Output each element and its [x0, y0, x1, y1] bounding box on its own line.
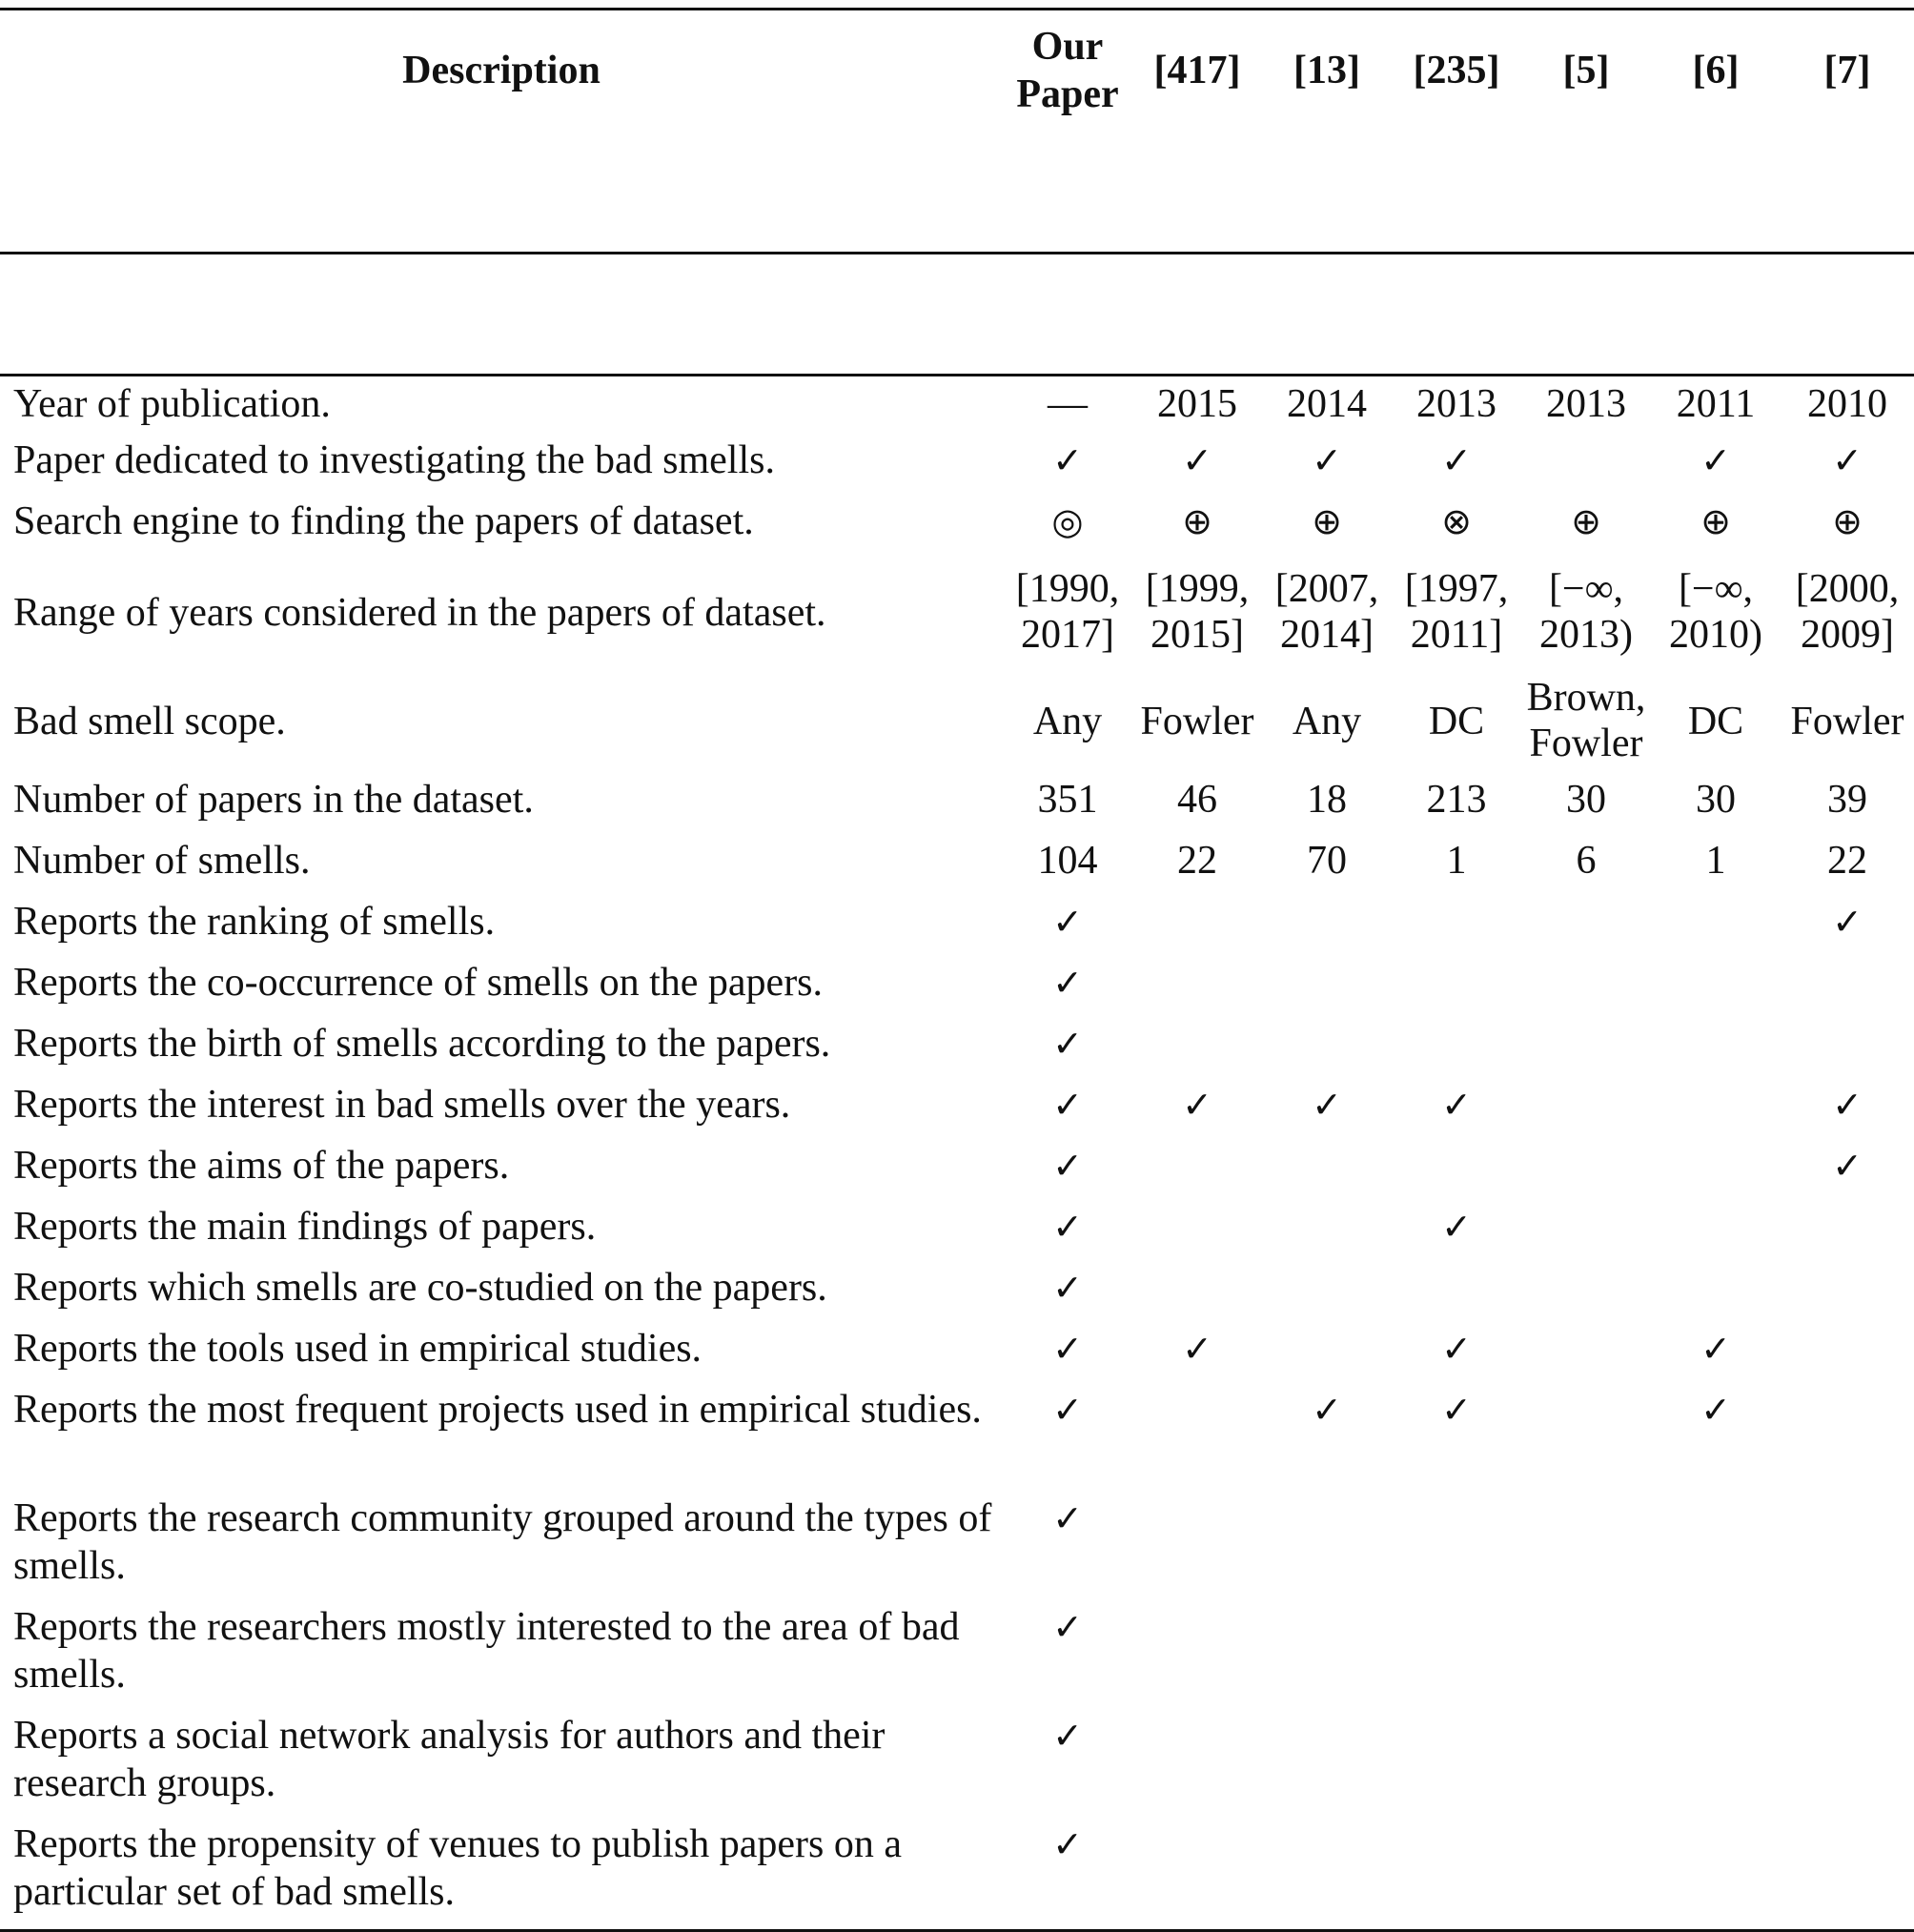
cell-value-line: 2011]	[1410, 613, 1503, 657]
row-description: Reports the aims of the papers.	[13, 1143, 510, 1188]
cell-value-line: [1997,	[1404, 567, 1509, 611]
cell-our-paper	[1003, 376, 1132, 437]
cell-our-paper	[1003, 1325, 1132, 1386]
cell-ref-5	[1521, 376, 1651, 437]
cell-value: 18	[1307, 777, 1347, 822]
cell-value-line: [2000,	[1795, 567, 1900, 611]
cell-value	[1527, 675, 1646, 766]
cell-ref-6	[1651, 1264, 1781, 1325]
cell-ref-5	[1521, 898, 1651, 959]
checkmark-icon: ✓	[1441, 1083, 1472, 1126]
checkmark-icon: ✓	[1052, 1605, 1083, 1648]
cell-ref-5	[1521, 837, 1651, 898]
cell-ref-13	[1262, 1020, 1392, 1081]
checkmark-icon: ✓	[1052, 961, 1083, 1004]
cell-ref-235	[1392, 498, 1521, 559]
cell-ref-6	[1651, 1495, 1781, 1603]
cell-ref-6	[1651, 959, 1781, 1020]
cell-ref-5	[1521, 437, 1651, 498]
cell-our-paper	[1003, 667, 1132, 776]
cell-ref-7	[1781, 1712, 1914, 1820]
cell-ref-7	[1781, 1820, 1914, 1929]
cell-ref-235	[1392, 1264, 1521, 1325]
cell-ref-7	[1781, 776, 1914, 837]
cell-ref-235	[1392, 1603, 1521, 1712]
cell-value: 2013	[1546, 382, 1626, 426]
row-description: Reports the tools used in empirical studies.	[13, 1326, 702, 1371]
cell-ref-235	[1392, 1712, 1521, 1820]
cell-ref-13	[1262, 667, 1392, 776]
table-row	[0, 1264, 1914, 1325]
checkmark-icon: ✓	[1052, 900, 1083, 943]
cell-ref-6	[1651, 1020, 1781, 1081]
checkmark-icon: ✓	[1312, 438, 1342, 481]
cell-ref-235	[1392, 1081, 1521, 1142]
cell-value	[1405, 566, 1509, 658]
cell-ref-417	[1132, 1264, 1262, 1325]
cell-ref-7	[1781, 1020, 1914, 1081]
checkmark-icon: ✓	[1052, 1083, 1083, 1126]
cell-our-paper	[1003, 559, 1132, 667]
checkmark-icon: ✓	[1052, 1714, 1083, 1757]
cell-value-line: 2017]	[1021, 613, 1114, 657]
cell-ref-7	[1781, 498, 1914, 559]
checkmark-icon: ✓	[1832, 438, 1863, 481]
table-row	[0, 1386, 1914, 1495]
cell-value	[1791, 699, 1904, 744]
cell-value	[1796, 566, 1900, 658]
cell-ref-6	[1651, 667, 1781, 776]
checkmark-icon: ✓	[1182, 438, 1212, 481]
cell-ref-6	[1651, 1142, 1781, 1203]
cell-ref-7	[1781, 959, 1914, 1020]
row-description: Reports the birth of smells according to the papers.	[13, 1021, 831, 1066]
cell-value-line: 2010)	[1669, 613, 1762, 657]
checkmark-icon: ✓	[1182, 1327, 1212, 1370]
cell-value	[1293, 699, 1361, 744]
cell-ref-7	[1781, 667, 1914, 776]
header-ref-7: [7]	[1823, 49, 1871, 93]
cell-ref-13	[1262, 1712, 1392, 1820]
cell-value	[1141, 699, 1254, 744]
cell-our-paper	[1003, 1264, 1132, 1325]
cell-value	[1429, 699, 1484, 744]
cell-ref-5	[1521, 559, 1651, 667]
checkmark-icon: ✓	[1052, 1022, 1083, 1065]
cell-ref-7	[1781, 559, 1914, 667]
cell-ref-7	[1781, 898, 1914, 959]
cell-ref-13	[1262, 376, 1392, 437]
checkmark-icon: ✓	[1052, 1388, 1083, 1431]
row-description: Reports a social network analysis for authors and their research groups.	[13, 1713, 886, 1805]
cell-ref-5	[1521, 1142, 1651, 1203]
cell-ref-235	[1392, 837, 1521, 898]
cell-ref-13	[1262, 1203, 1392, 1264]
cell-our-paper	[1003, 1712, 1132, 1820]
cell-ref-6	[1651, 437, 1781, 498]
table-row	[0, 898, 1914, 959]
cell-value	[1146, 566, 1250, 658]
cell-ref-5	[1521, 1712, 1651, 1820]
cell-ref-235	[1392, 376, 1521, 437]
cell-ref-417	[1132, 837, 1262, 898]
cell-our-paper	[1003, 1495, 1132, 1603]
cell-ref-235	[1392, 1386, 1521, 1495]
cell-ref-13	[1262, 1603, 1392, 1712]
cell-ref-6	[1651, 1820, 1781, 1929]
cell-value: 70	[1307, 838, 1347, 883]
checkmark-icon: ✓	[1052, 1205, 1083, 1248]
row-description: Bad smell scope.	[13, 699, 286, 743]
cell-value: 39	[1827, 777, 1867, 822]
cell-value-line: 2013)	[1539, 613, 1633, 657]
cell-ref-6	[1651, 898, 1781, 959]
cell-our-paper	[1003, 837, 1132, 898]
checkmark-icon: ✓	[1052, 1822, 1083, 1865]
cell-our-paper	[1003, 1386, 1132, 1495]
cell-ref-417	[1132, 1203, 1262, 1264]
table-row	[0, 667, 1914, 776]
header-ref-235: [235]	[1413, 49, 1500, 93]
row-description: Reports the co-occurrence of smells on the papers.	[13, 960, 824, 1005]
cell-value-line: [1990,	[1015, 567, 1120, 611]
cell-ref-13	[1262, 1495, 1392, 1603]
table-row	[0, 837, 1914, 898]
cell-our-paper	[1003, 898, 1132, 959]
table-row	[0, 1020, 1914, 1081]
checkmark-icon: ✓	[1832, 900, 1863, 943]
cell-ref-7	[1781, 1081, 1914, 1142]
cell-value-line: 2009]	[1801, 613, 1894, 657]
cell-ref-13	[1262, 1386, 1392, 1495]
circled-plus-icon: ⊕	[1182, 499, 1212, 542]
cell-ref-417	[1132, 1020, 1262, 1081]
table-row	[0, 498, 1914, 559]
cell-ref-6	[1651, 1386, 1781, 1495]
cell-value-line: Brown,	[1526, 676, 1646, 720]
cell-value-line: Any	[1292, 699, 1362, 743]
header-description: Description	[402, 49, 601, 93]
cell-value-line: Fowler	[1790, 699, 1904, 743]
comparison-table	[0, 8, 1914, 1932]
cell-value: 6	[1576, 838, 1597, 883]
checkmark-icon: ✓	[1441, 1388, 1472, 1431]
checkmark-icon: ✓	[1441, 1327, 1472, 1370]
cell-ref-7	[1781, 1142, 1914, 1203]
cell-ref-235	[1392, 898, 1521, 959]
row-description: Reports the researchers mostly interested to the area of bad smells.	[13, 1604, 960, 1697]
cell-ref-235	[1392, 1020, 1521, 1081]
cell-value: 104	[1037, 838, 1098, 883]
cell-ref-5	[1521, 667, 1651, 776]
table-row	[0, 1142, 1914, 1203]
cell-our-paper	[1003, 1020, 1132, 1081]
cell-ref-235	[1392, 559, 1521, 667]
cell-value-line: [2007,	[1274, 567, 1379, 611]
cell-ref-5	[1521, 1203, 1651, 1264]
cell-ref-6	[1651, 1325, 1781, 1386]
cell-ref-13	[1262, 837, 1392, 898]
cell-ref-417	[1132, 1325, 1262, 1386]
header-our-paper-line1: Our	[1031, 25, 1104, 70]
cell-ref-7	[1781, 1495, 1914, 1603]
cell-ref-417	[1132, 898, 1262, 959]
table-body	[0, 376, 1914, 1931]
cell-ref-7	[1781, 437, 1914, 498]
cell-ref-6	[1651, 1081, 1781, 1142]
cell-ref-5	[1521, 1264, 1651, 1325]
bottom-rule	[0, 1929, 1914, 1931]
table-row	[0, 437, 1914, 498]
checkmark-icon: ✓	[1312, 1083, 1342, 1126]
checkmark-icon: ✓	[1832, 1083, 1863, 1126]
cell-ref-5	[1521, 1820, 1651, 1929]
cell-ref-5	[1521, 776, 1651, 837]
cell-our-paper	[1003, 1603, 1132, 1712]
cell-value: 351	[1037, 777, 1098, 822]
cell-ref-235	[1392, 1142, 1521, 1203]
cell-value: 2015	[1157, 382, 1237, 426]
table-row	[0, 1820, 1914, 1929]
cell-ref-13	[1262, 1264, 1392, 1325]
cell-ref-7	[1781, 1603, 1914, 1712]
header-our-paper-line2: Paper	[1016, 72, 1119, 117]
table-row	[0, 1203, 1914, 1264]
cell-value-line: [−∞,	[1678, 567, 1754, 611]
cell-value: —	[1048, 382, 1088, 426]
row-description: Reports the propensity of venues to publish papers on a particular set of bad smells.	[13, 1821, 902, 1914]
cell-ref-6	[1651, 1203, 1781, 1264]
cell-our-paper	[1003, 1820, 1132, 1929]
row-description: Reports the most frequent projects used in empirical studies.	[13, 1387, 982, 1432]
cell-ref-235	[1392, 1495, 1521, 1603]
cell-ref-13	[1262, 898, 1392, 959]
cell-ref-5	[1521, 1325, 1651, 1386]
circled-times-icon: ⊗	[1441, 499, 1472, 542]
cell-ref-13	[1262, 498, 1392, 559]
cell-value: 22	[1177, 838, 1217, 883]
cell-ref-235	[1392, 776, 1521, 837]
comparison-table-container	[0, 8, 1914, 1932]
cell-value: 2014	[1287, 382, 1367, 426]
header-rule-1	[0, 132, 1914, 254]
cell-ref-13	[1262, 1325, 1392, 1386]
cell-value: 2010	[1807, 382, 1887, 426]
table-row	[0, 776, 1914, 837]
cell-our-paper	[1003, 959, 1132, 1020]
cell-value	[1033, 699, 1102, 744]
cell-ref-417	[1132, 1386, 1262, 1495]
cell-our-paper	[1003, 1142, 1132, 1203]
cell-value: 46	[1177, 777, 1217, 822]
cell-value-line: DC	[1428, 699, 1485, 743]
cell-our-paper	[1003, 1203, 1132, 1264]
cell-ref-417	[1132, 1495, 1262, 1603]
cell-ref-235	[1392, 1820, 1521, 1929]
table-row	[0, 376, 1914, 437]
header-our-paper	[1003, 10, 1132, 132]
cell-value	[1016, 566, 1120, 658]
cell-ref-6	[1651, 776, 1781, 837]
checkmark-icon: ✓	[1052, 1266, 1083, 1309]
row-description: Number of papers in the dataset.	[13, 777, 534, 822]
checkmark-icon: ✓	[1700, 438, 1731, 481]
row-description: Paper dedicated to investigating the bad smells.	[13, 437, 775, 482]
cell-ref-13	[1262, 1081, 1392, 1142]
row-description: Reports the main findings of papers.	[13, 1204, 597, 1249]
cell-ref-6	[1651, 1603, 1781, 1712]
cell-ref-7	[1781, 1203, 1914, 1264]
cell-value	[1669, 566, 1762, 658]
cell-value	[1275, 566, 1379, 658]
cell-ref-7	[1781, 1264, 1914, 1325]
row-description: Number of smells.	[13, 838, 311, 883]
cell-ref-13	[1262, 1142, 1392, 1203]
circled-plus-icon: ⊕	[1832, 499, 1863, 542]
table-row	[0, 1325, 1914, 1386]
cell-value-line: 2014]	[1280, 613, 1374, 657]
cell-ref-417	[1132, 1081, 1262, 1142]
cell-ref-417	[1132, 1603, 1262, 1712]
cell-value: 30	[1696, 777, 1736, 822]
table-row	[0, 1081, 1914, 1142]
header-ref-417: [417]	[1153, 49, 1241, 93]
cell-ref-235	[1392, 437, 1521, 498]
row-description: Reports the ranking of smells.	[13, 899, 496, 944]
row-description: Year of publication.	[13, 382, 331, 426]
cell-ref-235	[1392, 1203, 1521, 1264]
table-row	[0, 959, 1914, 1020]
cell-ref-13	[1262, 559, 1392, 667]
cell-ref-13	[1262, 959, 1392, 1020]
cell-ref-6	[1651, 376, 1781, 437]
cell-ref-417	[1132, 559, 1262, 667]
cell-ref-7	[1781, 1325, 1914, 1386]
row-description: Search engine to finding the papers of dataset.	[13, 498, 754, 543]
cell-ref-13	[1262, 437, 1392, 498]
checkmark-icon: ✓	[1312, 1388, 1342, 1431]
row-description: Reports the interest in bad smells over the years.	[13, 1082, 791, 1127]
circled-plus-icon: ⊕	[1312, 499, 1342, 542]
header-row	[0, 10, 1914, 132]
cell-ref-6	[1651, 559, 1781, 667]
cell-ref-5	[1521, 959, 1651, 1020]
circled-dot-icon: ◎	[1051, 499, 1084, 542]
circled-plus-icon: ⊕	[1700, 499, 1731, 542]
cell-ref-417	[1132, 498, 1262, 559]
cell-ref-7	[1781, 376, 1914, 437]
checkmark-icon: ✓	[1441, 1205, 1472, 1248]
cell-value-line: 2015]	[1150, 613, 1244, 657]
cell-value-line: Fowler	[1529, 722, 1643, 765]
checkmark-icon: ✓	[1700, 1327, 1731, 1370]
cell-ref-417	[1132, 376, 1262, 437]
table-row	[0, 1603, 1914, 1712]
cell-value: 2011	[1676, 382, 1756, 426]
cell-ref-5	[1521, 1020, 1651, 1081]
cell-value: 1	[1446, 838, 1467, 883]
cell-value: 2013	[1416, 382, 1497, 426]
cell-ref-6	[1651, 1712, 1781, 1820]
cell-ref-13	[1262, 776, 1392, 837]
cell-ref-417	[1132, 1142, 1262, 1203]
table-row	[0, 1495, 1914, 1603]
cell-value	[1688, 699, 1743, 744]
table-row	[0, 559, 1914, 667]
cell-ref-235	[1392, 1325, 1521, 1386]
cell-ref-235	[1392, 959, 1521, 1020]
cell-ref-6	[1651, 498, 1781, 559]
cell-ref-13	[1262, 1820, 1392, 1929]
checkmark-icon: ✓	[1052, 1496, 1083, 1539]
cell-ref-417	[1132, 437, 1262, 498]
cell-value-line: [1999,	[1145, 567, 1250, 611]
cell-our-paper	[1003, 1081, 1132, 1142]
cell-value: 213	[1426, 777, 1487, 822]
cell-value-line: Fowler	[1140, 699, 1254, 743]
cell-ref-417	[1132, 667, 1262, 776]
cell-ref-417	[1132, 1712, 1262, 1820]
cell-ref-5	[1521, 1386, 1651, 1495]
cell-our-paper	[1003, 776, 1132, 837]
checkmark-icon: ✓	[1700, 1388, 1731, 1431]
cell-ref-5	[1521, 1081, 1651, 1142]
cell-value-line: [−∞,	[1548, 567, 1624, 611]
checkmark-icon: ✓	[1052, 438, 1083, 481]
row-description: Range of years considered in the papers of dataset.	[13, 590, 826, 635]
checkmark-icon: ✓	[1441, 438, 1472, 481]
cell-value: 30	[1566, 777, 1606, 822]
row-description: Reports which smells are co-studied on the papers.	[13, 1265, 827, 1310]
cell-ref-417	[1132, 1820, 1262, 1929]
cell-ref-5	[1521, 1603, 1651, 1712]
cell-ref-7	[1781, 1386, 1914, 1495]
circled-plus-icon: ⊕	[1571, 499, 1601, 542]
cell-value-line: Any	[1032, 699, 1103, 743]
cell-value	[1539, 566, 1633, 658]
cell-ref-5	[1521, 498, 1651, 559]
header-rule-2	[0, 254, 1914, 376]
cell-ref-417	[1132, 776, 1262, 837]
checkmark-icon: ✓	[1052, 1144, 1083, 1187]
cell-ref-417	[1132, 959, 1262, 1020]
cell-value: 22	[1827, 838, 1867, 883]
cell-value: 1	[1705, 838, 1726, 883]
checkmark-icon: ✓	[1052, 1327, 1083, 1370]
table-row	[0, 1712, 1914, 1820]
header-ref-13: [13]	[1293, 49, 1360, 93]
cell-ref-5	[1521, 1495, 1651, 1603]
cell-ref-235	[1392, 667, 1521, 776]
cell-our-paper	[1003, 498, 1132, 559]
cell-our-paper	[1003, 437, 1132, 498]
checkmark-icon: ✓	[1832, 1144, 1863, 1187]
cell-ref-6	[1651, 837, 1781, 898]
cell-ref-7	[1781, 837, 1914, 898]
cell-value-line: DC	[1687, 699, 1744, 743]
checkmark-icon: ✓	[1182, 1083, 1212, 1126]
header-ref-5: [5]	[1562, 49, 1610, 93]
header-ref-6: [6]	[1692, 49, 1740, 93]
row-description: Reports the research community grouped around the types of smells.	[13, 1495, 992, 1588]
